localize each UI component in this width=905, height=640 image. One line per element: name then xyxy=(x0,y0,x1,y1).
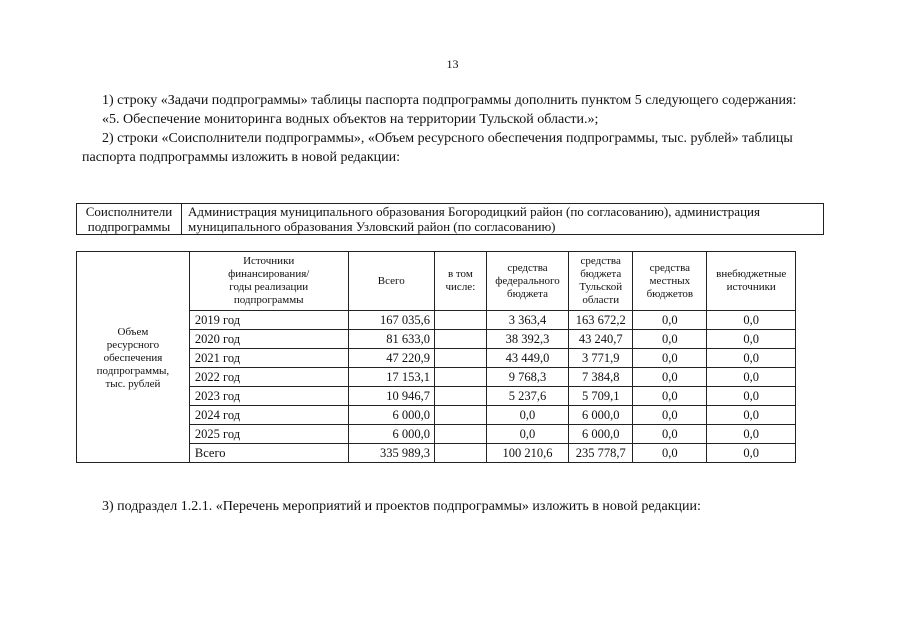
cell-federal: 5 237,6 xyxy=(486,387,568,406)
cell-local: 0,0 xyxy=(633,406,707,425)
cell-federal: 38 392,3 xyxy=(486,330,568,349)
header-line: федерального xyxy=(495,274,560,287)
coexecutors-text-cell xyxy=(182,204,824,235)
header-including xyxy=(434,252,486,311)
cell-total: 81 633,0 xyxy=(348,330,434,349)
header-line: бюджета xyxy=(580,268,622,280)
cell-total: 6 000,0 xyxy=(348,425,434,444)
cell-local: 0,0 xyxy=(633,368,707,387)
cell-local: 0,0 xyxy=(633,444,707,463)
cell-extrabudgetary: 0,0 xyxy=(707,349,796,368)
cell-regional: 5 709,1 xyxy=(569,387,633,406)
cell-local: 0,0 xyxy=(633,311,707,330)
header-line: в том xyxy=(447,268,473,280)
page-number: 13 xyxy=(446,57,459,71)
header-line: местных xyxy=(649,274,691,287)
header-line: бюджета xyxy=(506,287,548,300)
cell-including xyxy=(434,444,486,463)
header-line: финансирования/ xyxy=(228,268,310,280)
header-line: внебюджетные xyxy=(716,268,787,280)
paragraph-rows-amendment-line2: паспорта подпрограммы изложить в новой редакции: xyxy=(82,150,400,165)
header-line: средства xyxy=(507,261,548,274)
cell-local: 0,0 xyxy=(633,330,707,349)
funding-header-row xyxy=(77,252,796,311)
cell-extrabudgetary: 0,0 xyxy=(707,330,796,349)
header-line: Источники xyxy=(243,255,295,267)
header-extrabudgetary xyxy=(707,252,796,311)
cell-federal: 3 363,4 xyxy=(486,311,568,330)
cell-total: 167 035,6 xyxy=(348,311,434,330)
cell-extrabudgetary: 0,0 xyxy=(707,387,796,406)
funding-table xyxy=(76,251,796,463)
cell-federal: 0,0 xyxy=(486,406,568,425)
header-regional xyxy=(569,252,633,311)
header-line: подпрограммы xyxy=(233,294,304,306)
cell-including xyxy=(434,425,486,444)
cell-regional: 163 672,2 xyxy=(569,311,633,330)
cell-extrabudgetary: 0,0 xyxy=(707,444,796,463)
coexecutors-text-line2: муниципального образования Узловский район (по согласованию) xyxy=(188,219,556,234)
cell-regional: 6 000,0 xyxy=(569,425,633,444)
coexecutors-label-cell xyxy=(77,204,182,235)
funding-label-cell xyxy=(77,252,190,463)
cell-year: 2019 год xyxy=(189,311,348,330)
cell-regional: 43 240,7 xyxy=(569,330,633,349)
funding-label-line: подпрограммы, xyxy=(96,364,170,377)
cell-local: 0,0 xyxy=(633,349,707,368)
header-line: годы реализации xyxy=(229,281,309,293)
coexecutors-table xyxy=(76,203,824,235)
cell-total: 10 946,7 xyxy=(348,387,434,406)
cell-year: 2021 год xyxy=(189,349,348,368)
cell-extrabudgetary: 0,0 xyxy=(707,406,796,425)
coexecutors-text-line1: Администрация муниципального образования Богородицкий район (по согласованию), администрация xyxy=(188,204,760,219)
header-federal xyxy=(486,252,568,311)
cell-total: 47 220,9 xyxy=(348,349,434,368)
funding-label-line: ресурсного xyxy=(106,338,160,351)
funding-label-line: обеспечения xyxy=(103,351,163,364)
header-line: Тульской xyxy=(579,281,623,293)
funding-label-line: Объем xyxy=(117,325,149,338)
header-line: области xyxy=(582,294,620,306)
cell-year: 2025 год xyxy=(189,425,348,444)
cell-federal: 43 449,0 xyxy=(486,349,568,368)
cell-total: 335 989,3 xyxy=(348,444,434,463)
coexecutors-label-line1: Соисполнители xyxy=(85,204,173,219)
paragraph-tasks-amendment: 1) строку «Задачи подпрограммы» таблицы паспорта подпрограммы дополнить пунктом 5 следующего содержания: xyxy=(102,93,797,108)
cell-local: 0,0 xyxy=(633,425,707,444)
cell-total: 6 000,0 xyxy=(348,406,434,425)
coexecutors-row xyxy=(77,204,824,235)
cell-federal: 100 210,6 xyxy=(486,444,568,463)
cell-year: 2023 год xyxy=(189,387,348,406)
cell-regional: 6 000,0 xyxy=(569,406,633,425)
cell-extrabudgetary: 0,0 xyxy=(707,368,796,387)
cell-extrabudgetary: 0,0 xyxy=(707,425,796,444)
funding-label-line: тыс. рублей xyxy=(105,377,161,390)
cell-year: 2024 год xyxy=(189,406,348,425)
cell-including xyxy=(434,387,486,406)
cell-including xyxy=(434,330,486,349)
cell-including xyxy=(434,368,486,387)
header-line: бюджетов xyxy=(646,287,694,300)
cell-local: 0,0 xyxy=(633,387,707,406)
header-source xyxy=(189,252,348,311)
cell-year: 2022 год xyxy=(189,368,348,387)
cell-regional: 235 778,7 xyxy=(569,444,633,463)
header-total: Всего xyxy=(348,252,434,311)
cell-federal: 0,0 xyxy=(486,425,568,444)
paragraph-section-amendment: 3) подраздел 1.2.1. «Перечень мероприятий и проектов подпрограммы» изложить в новой редакции: xyxy=(102,499,701,514)
cell-including xyxy=(434,406,486,425)
cell-regional: 3 771,9 xyxy=(569,349,633,368)
cell-year: Всего xyxy=(189,444,348,463)
cell-including xyxy=(434,311,486,330)
header-line: средства xyxy=(649,261,691,274)
cell-regional: 7 384,8 xyxy=(569,368,633,387)
coexecutors-label-line2: подпрограммы xyxy=(87,219,171,234)
header-line: источники xyxy=(726,281,776,293)
paragraph-rows-amendment-line1: 2) строки «Соисполнители подпрограммы», «Объем ресурсного обеспечения подпрограммы, тыс. рублей» таблицы xyxy=(102,131,793,146)
cell-total: 17 153,1 xyxy=(348,368,434,387)
header-line: средства xyxy=(580,255,621,267)
cell-extrabudgetary: 0,0 xyxy=(707,311,796,330)
header-local xyxy=(633,252,707,311)
cell-year: 2020 год xyxy=(189,330,348,349)
cell-federal: 9 768,3 xyxy=(486,368,568,387)
header-line: числе: xyxy=(445,281,476,293)
cell-including xyxy=(434,349,486,368)
paragraph-new-task-item: «5. Обеспечение мониторинга водных объектов на территории Тульской области.»; xyxy=(102,112,599,127)
